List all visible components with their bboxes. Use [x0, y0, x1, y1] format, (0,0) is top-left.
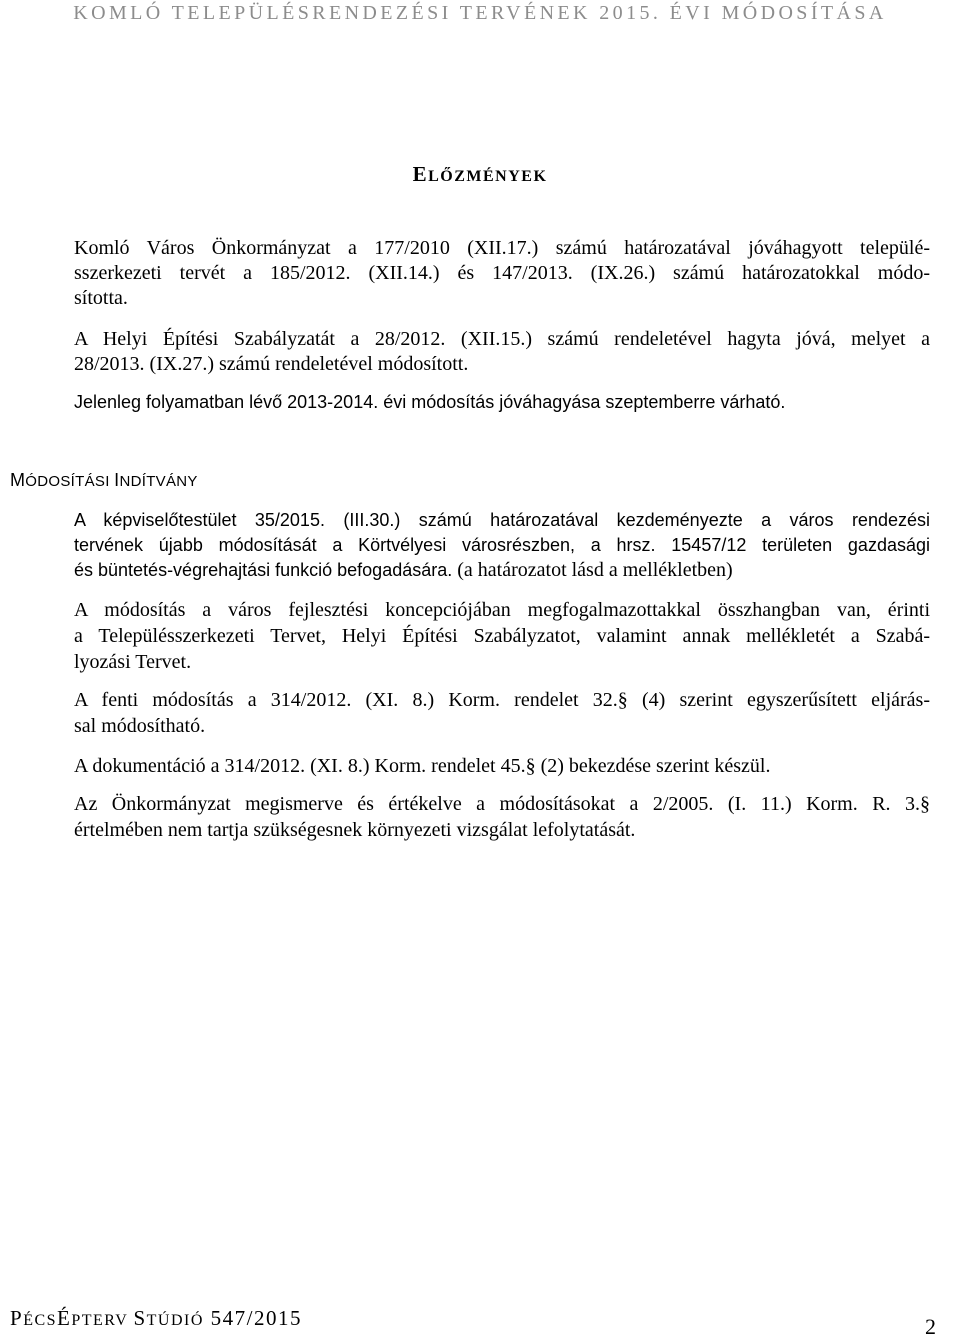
section-title-initial: E	[412, 162, 429, 186]
history-paragraph-3	[74, 390, 930, 415]
page-number: 2	[925, 1314, 936, 1339]
footer-cap-s: S	[133, 1306, 147, 1330]
proposal-procedure-line: sal módosítható.	[74, 715, 206, 737]
proposal-environment-line: értelmében nem tartja szükségesnek környezeti vizsgálat lefolytatását.	[74, 819, 636, 841]
history-p1-line: sította.	[74, 287, 128, 309]
proposal-intro	[74, 508, 930, 583]
section-title-rest: LŐZMÉNYEK	[428, 168, 548, 185]
proposal-documentation-paragraph	[74, 753, 930, 779]
proposal-environment-paragraph	[74, 791, 930, 843]
footer-small-pterv: PTERV	[71, 1312, 134, 1329]
running-header: KOMLÓ TELEPÜLÉSRENDEZÉSI TERVÉNEK 2015. ÉVI MÓDOSÍTÁSA	[73, 2, 887, 24]
proposal-environment-line: Az Önkormányzat megismerve és értékelve a módosításokat a 2/2005. (I. 11.) Korm. R. 3.§	[74, 793, 930, 815]
subsection-heading-modositasi-inditvany	[10, 470, 198, 491]
history-p2-line: 28/2013. (IX.27.) számú rendeletével módosított.	[74, 353, 469, 375]
history-p2-line: A Helyi Építési Szabályzatát a 28/2012. (XII.15.) számú rendeletével hagyta jóvá, melyet a	[74, 328, 930, 350]
footer-cap-p: P	[10, 1306, 24, 1330]
subheading-initial-m: M	[10, 470, 26, 490]
section-title-elozmenyek	[0, 162, 960, 187]
history-p3-line: Jelenleg folyamatban lévő 2013-2014. évi módosítás jóváhagyása szeptemberre várható.	[74, 392, 786, 412]
footer-small-ecs: ÉCS	[23, 1312, 58, 1329]
proposal-concept-line: a Településszerkezeti Tervet, Helyi Építési Szabályzatot, valamint annak mellékletét a Szabá-	[74, 625, 930, 647]
footer-number: 547/2015	[203, 1306, 303, 1330]
history-p1-line: sszerkezeti tervét a 185/2012. (XII.14.) és 147/2013. (IX.26.) számú határozatokkal módo-	[74, 262, 930, 284]
proposal-intro-annex-note: (a határozatot lásd a mellékletben)	[452, 559, 733, 581]
history-paragraph-1	[74, 236, 930, 311]
proposal-procedure-line: A fenti módosítás a 314/2012. (XI. 8.) Korm. rendelet 32.§ (4) szerint egyszerűsített eljárás-	[74, 689, 930, 711]
subheading-rest-2: NDÍTVÁNY	[119, 473, 198, 490]
history-p1-line: Komló Város Önkormányzat a 177/2010 (XII.17.) számú határozatával jóváhagyott települé-	[74, 237, 930, 259]
proposal-intro-line	[74, 558, 930, 583]
proposal-concept-paragraph	[74, 597, 930, 675]
subheading-initial-i: I	[114, 470, 120, 490]
proposal-documentation-line: A dokumentáció a 314/2012. (XI. 8.) Korm. rendelet 45.§ (2) bekezdése szerint készül.	[74, 755, 771, 777]
proposal-concept-line: A módosítás a város fejlesztési koncepciójában megfogalmazottakkal összhangban van, érinti	[74, 599, 930, 621]
proposal-intro-line: A képviselőtestület 35/2015. (III.30.) számú határozatával kezdeményezte a város rendezési	[74, 510, 930, 530]
footer-studio-reference	[10, 1306, 302, 1331]
proposal-procedure-paragraph	[74, 687, 930, 739]
footer-cap-e: É	[57, 1306, 72, 1330]
proposal-concept-line: lyozási Tervet.	[74, 651, 192, 673]
proposal-intro-main: és büntetés-végrehajtási funkció befogadására.	[74, 560, 453, 580]
footer-small-tudio: TÚDIÓ	[146, 1312, 204, 1329]
history-paragraph-2	[74, 327, 930, 377]
subheading-rest-1: ÓDOSÍTÁSI	[25, 473, 115, 490]
proposal-intro-line: tervének újabb módosítását a Körtvélyesi városrészben, a hrsz. 15457/12 területen gazdasági	[74, 535, 930, 555]
